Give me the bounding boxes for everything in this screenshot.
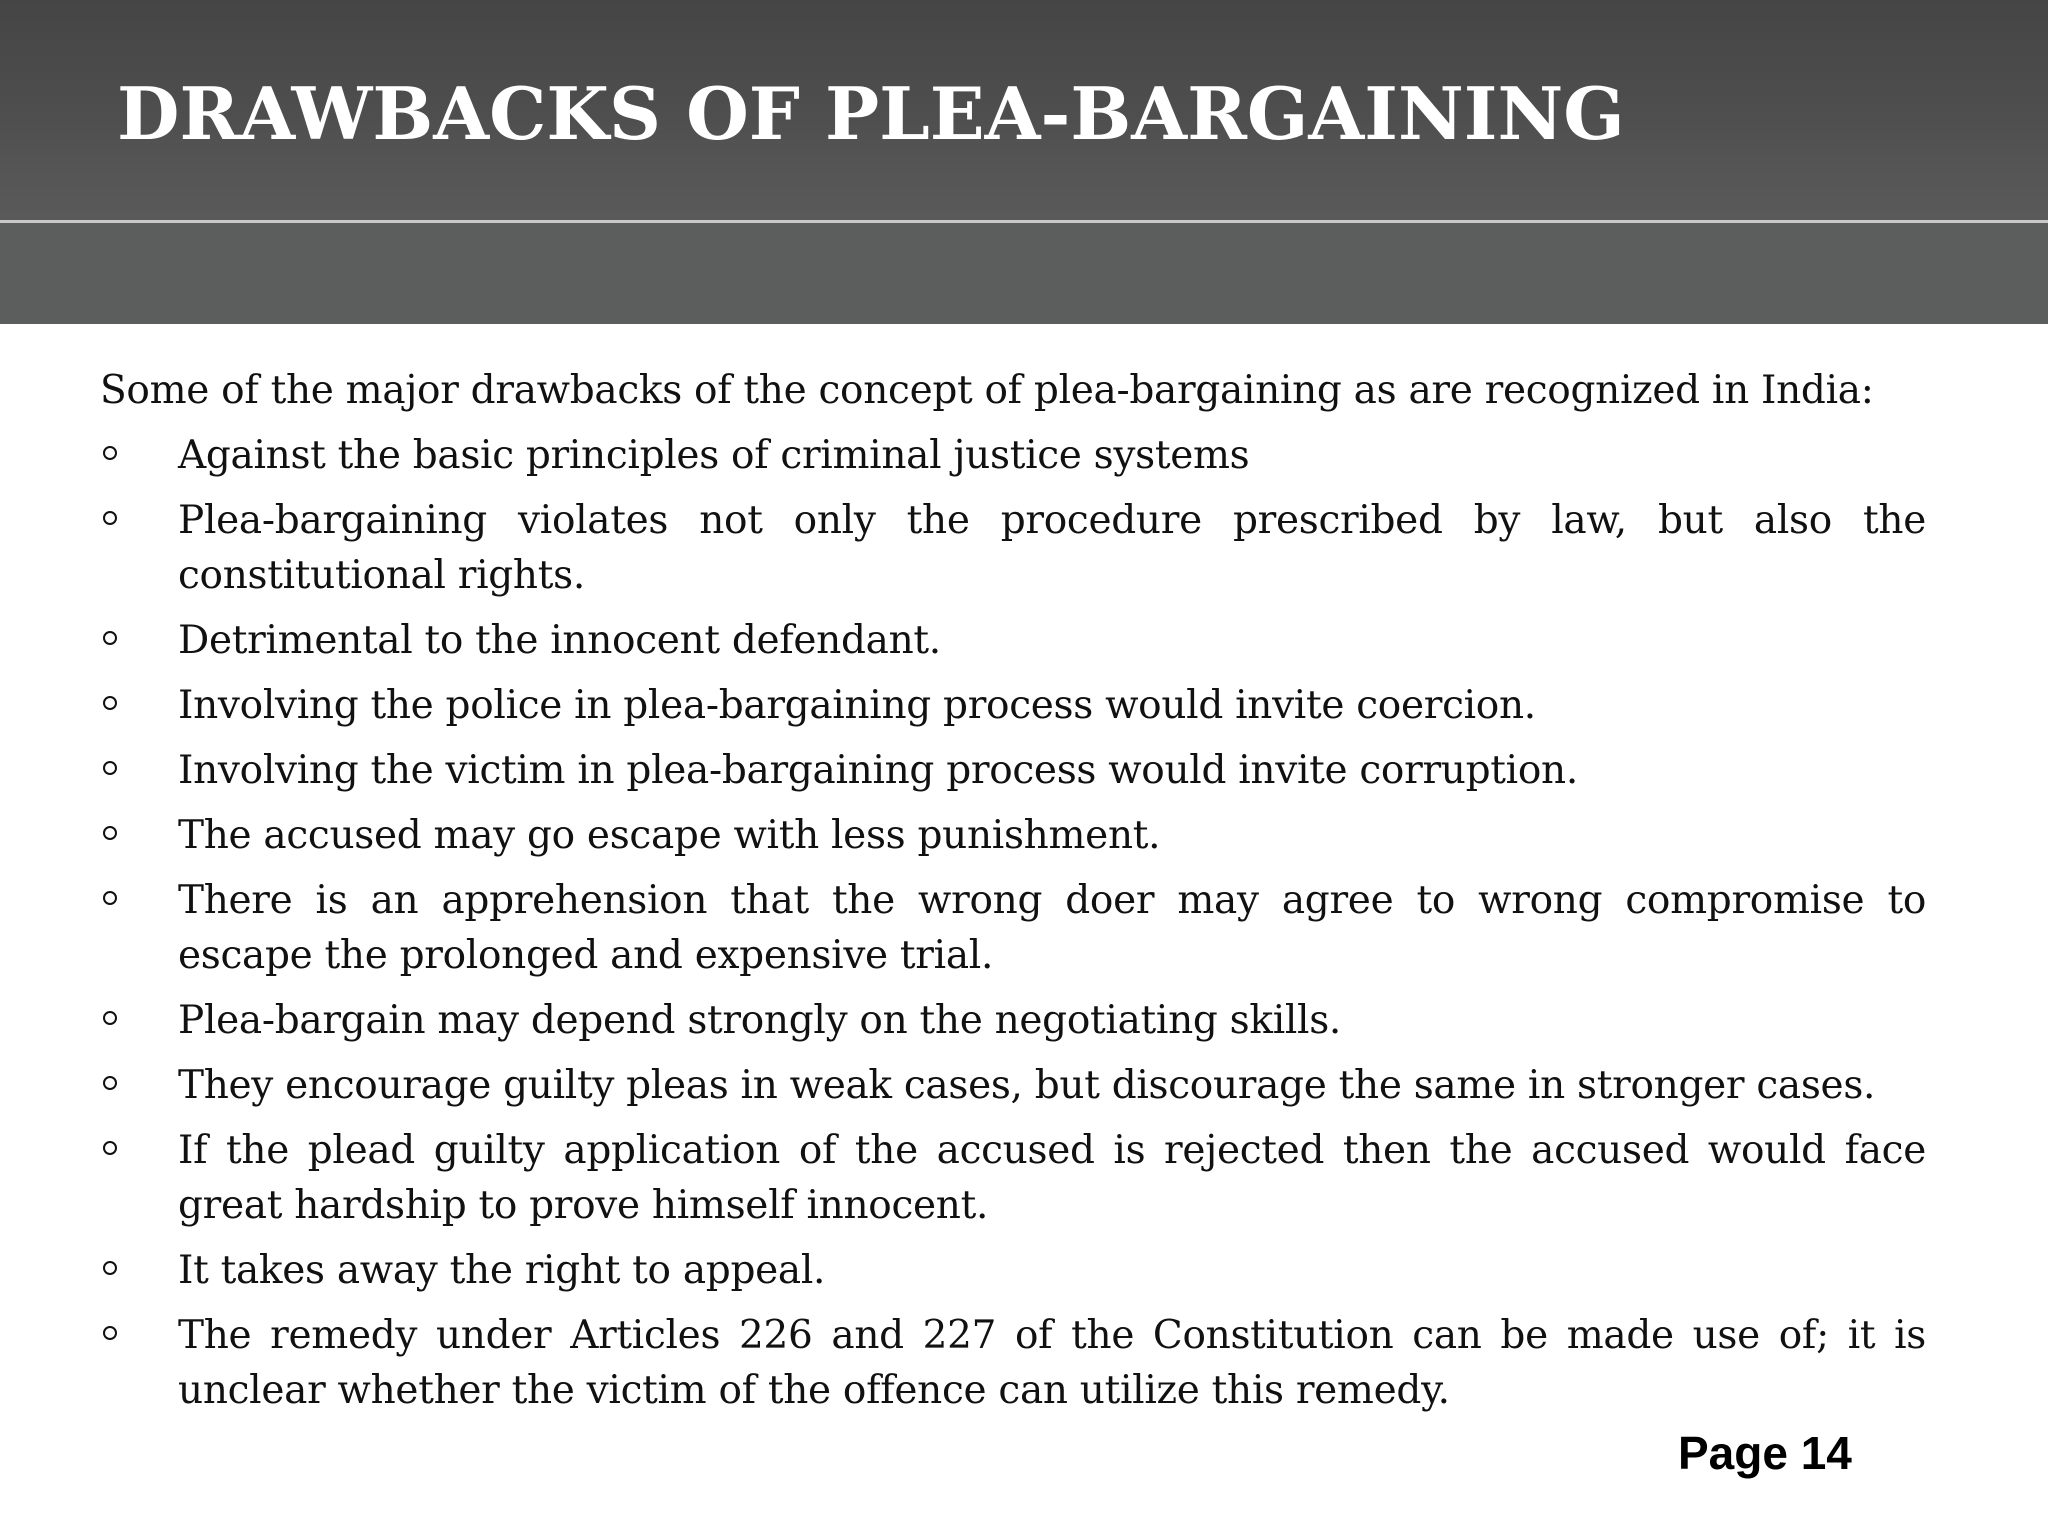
bullet-circle-icon [103, 1011, 117, 1025]
list-item-text: There is an apprehension that the wrong doer may agree to wrong compromise to escape the prolonged and expensive trial. [178, 878, 1926, 978]
bullet-circle-icon [103, 631, 117, 645]
drawbacks-list [100, 428, 1926, 1418]
bullet-circle-icon [103, 1141, 117, 1155]
bullet-circle-icon [103, 1326, 117, 1340]
list-item-text: The accused may go escape with less punishment. [178, 813, 1161, 858]
list-item [100, 808, 1926, 863]
list-item [100, 743, 1926, 798]
list-item [100, 678, 1926, 733]
list-item [100, 1058, 1926, 1113]
intro-text: Some of the major drawbacks of the concept of plea-bargaining as are recognized in India: [100, 368, 1874, 413]
list-item [100, 613, 1926, 668]
bullet-circle-icon [103, 1261, 117, 1275]
list-item-text: Plea-bargaining violates not only the procedure prescribed by law, but also the constitutional rights. [178, 498, 1926, 598]
list-item-text: Involving the victim in plea-bargaining process would invite corruption. [178, 748, 1578, 793]
list-item [100, 1123, 1926, 1233]
list-item-text: The remedy under Articles 226 and 227 of the Constitution can be made use of; it is unclear whether the victim of the offence can utilize this remedy. [178, 1313, 1926, 1413]
list-item-text: It takes away the right to appeal. [178, 1248, 826, 1293]
bullet-circle-icon [103, 761, 117, 775]
bullet-circle-icon [103, 891, 117, 905]
bullet-circle-icon [103, 826, 117, 840]
bullet-circle-icon [103, 696, 117, 710]
list-item-text: Detrimental to the innocent defendant. [178, 618, 941, 663]
bullet-circle-icon [103, 1076, 117, 1090]
page-number: Page 14 [1678, 1427, 1852, 1479]
list-item [100, 1308, 1926, 1418]
list-item-text: Involving the police in plea-bargaining process would invite coercion. [178, 683, 1536, 728]
bullet-circle-icon [103, 511, 117, 525]
list-item-text: They encourage guilty pleas in weak cases, but discourage the same in stronger cases. [178, 1063, 1876, 1108]
list-item [100, 428, 1926, 483]
list-item [100, 993, 1926, 1048]
list-item-text: Plea-bargain may depend strongly on the negotiating skills. [178, 998, 1342, 1043]
list-item-text: Against the basic principles of criminal justice systems [178, 433, 1250, 478]
bullet-circle-icon [103, 446, 117, 460]
slide-title: DRAWBACKS OF PLEA-BARGAINING [117, 71, 1625, 156]
slide-content [100, 362, 1926, 1428]
list-item [100, 873, 1926, 983]
list-item-text: If the plead guilty application of the accused is rejected then the accused would face great hardship to prove himself innocent. [178, 1128, 1926, 1228]
header-band [0, 223, 2048, 324]
list-item [100, 493, 1926, 603]
slide-header [0, 0, 2048, 324]
list-item [100, 1243, 1926, 1298]
